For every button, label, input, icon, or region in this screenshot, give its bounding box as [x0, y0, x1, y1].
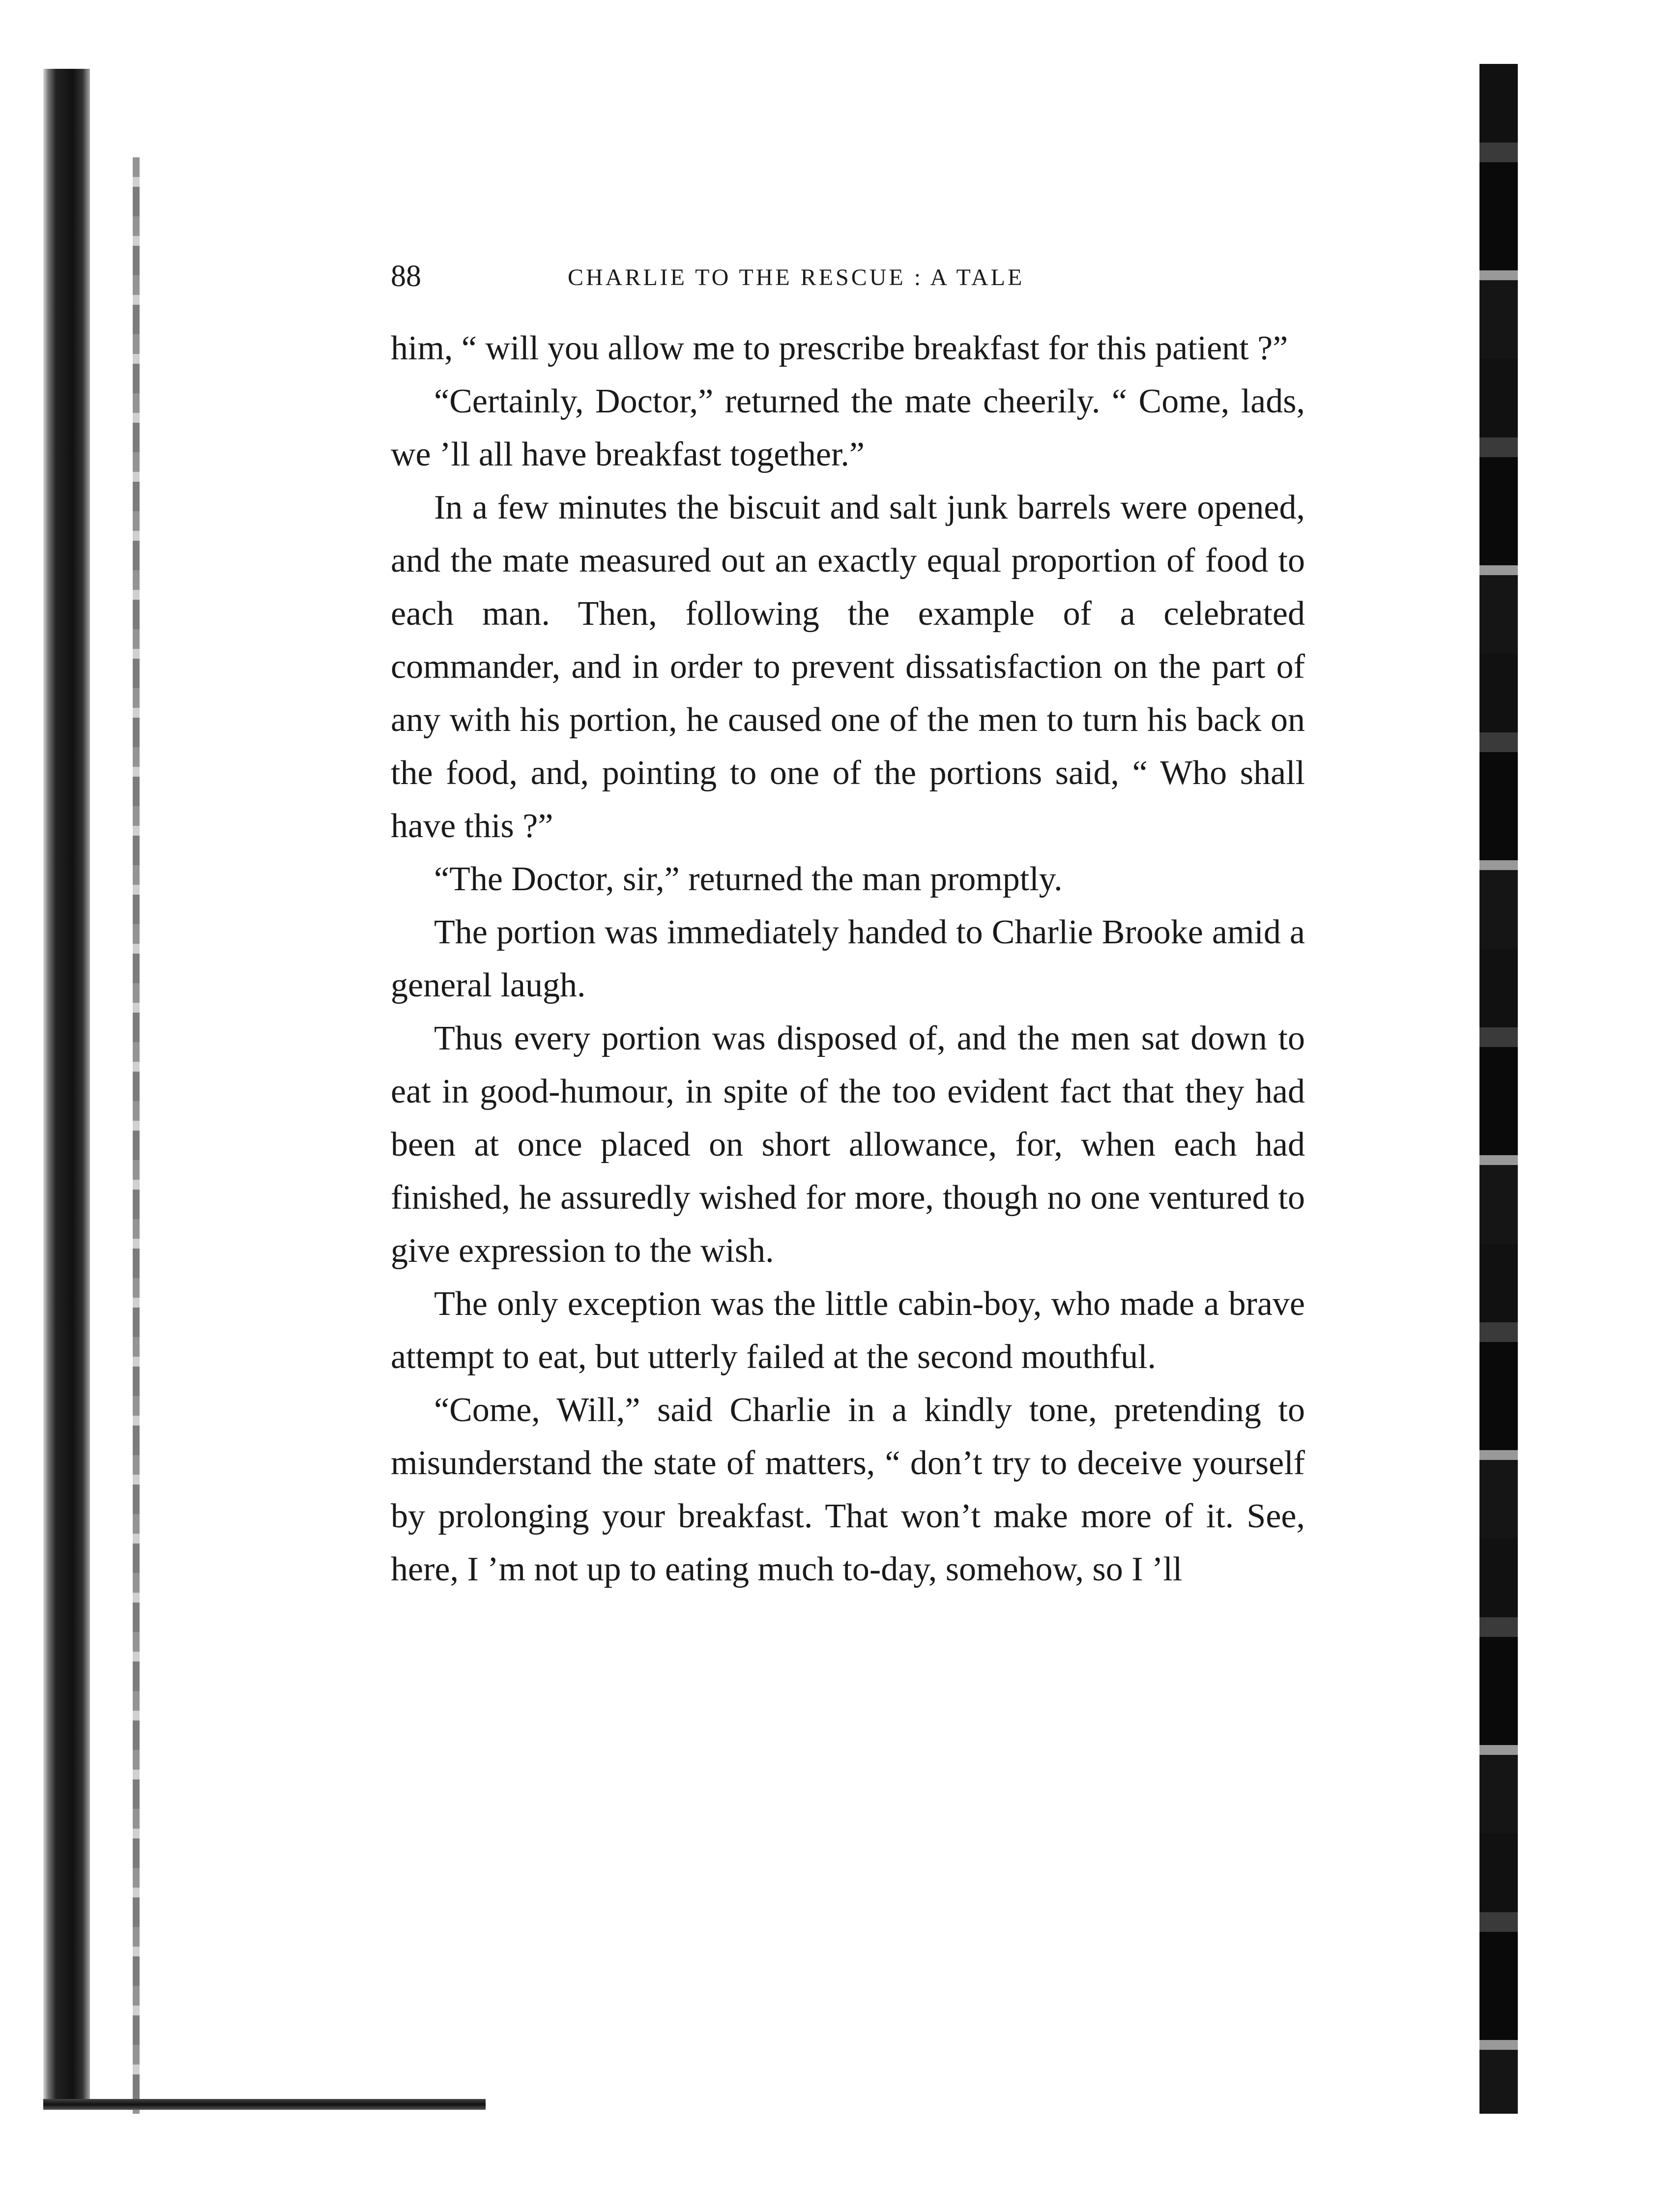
page-number: 88: [391, 260, 421, 293]
paragraph: “Come, Will,” said Charlie in a kindly tone, pretending to misunderstand the state of matters, “ don’t try to deceive yourself by prolonging your breakfast. That won’t make more of it. See, here, I ’m not up to eating much to-day, somehow, so I ’ll: [391, 1391, 1305, 1588]
page-body: [391, 322, 1305, 1596]
paragraph: “Certainly, Doctor,” returned the mate cheerily. “ Come, lads, we ’ll all have breakfast together.”: [391, 382, 1305, 473]
paragraph: him, “ will you allow me to prescribe breakfast for this patient ?”: [391, 329, 1288, 367]
running-title: CHARLIE TO THE RESCUE : A TALE: [568, 264, 1025, 291]
running-head: [391, 259, 1300, 293]
scan-edge-left: [43, 69, 90, 2109]
paragraph: “The Doctor, sir,” returned the man promptly.: [434, 860, 1063, 898]
scan-edge-bottom: [43, 2099, 486, 2110]
paragraph: The portion was immediately handed to Charlie Brooke amid a general laugh.: [391, 913, 1305, 1004]
paragraph: The only exception was the little cabin-boy, who made a brave attempt to eat, but utterly failed at the second mouthful.: [391, 1285, 1305, 1376]
scan-edge-left-inner: [133, 157, 140, 2114]
paragraph: Thus every portion was disposed of, and the men sat down to eat in good-humour, in spite of the too evident fact that they had been at once placed on short allowance, for, when each had finished, he assuredly wished for more, though no one ventured to give expression to the wish.: [391, 1020, 1305, 1270]
scan-edge-right: [1479, 64, 1518, 2114]
paragraph: In a few minutes the biscuit and salt junk barrels were opened, and the mate measured out an exactly equal proportion of food to each man. Then, following the example of a celebrated commander, and in order to prevent dissatisfaction on the part of any with his portion, he caused one of the men to turn his back on the food, and, pointing to one of the portions said, “ Who shall have this ?”: [391, 489, 1305, 845]
